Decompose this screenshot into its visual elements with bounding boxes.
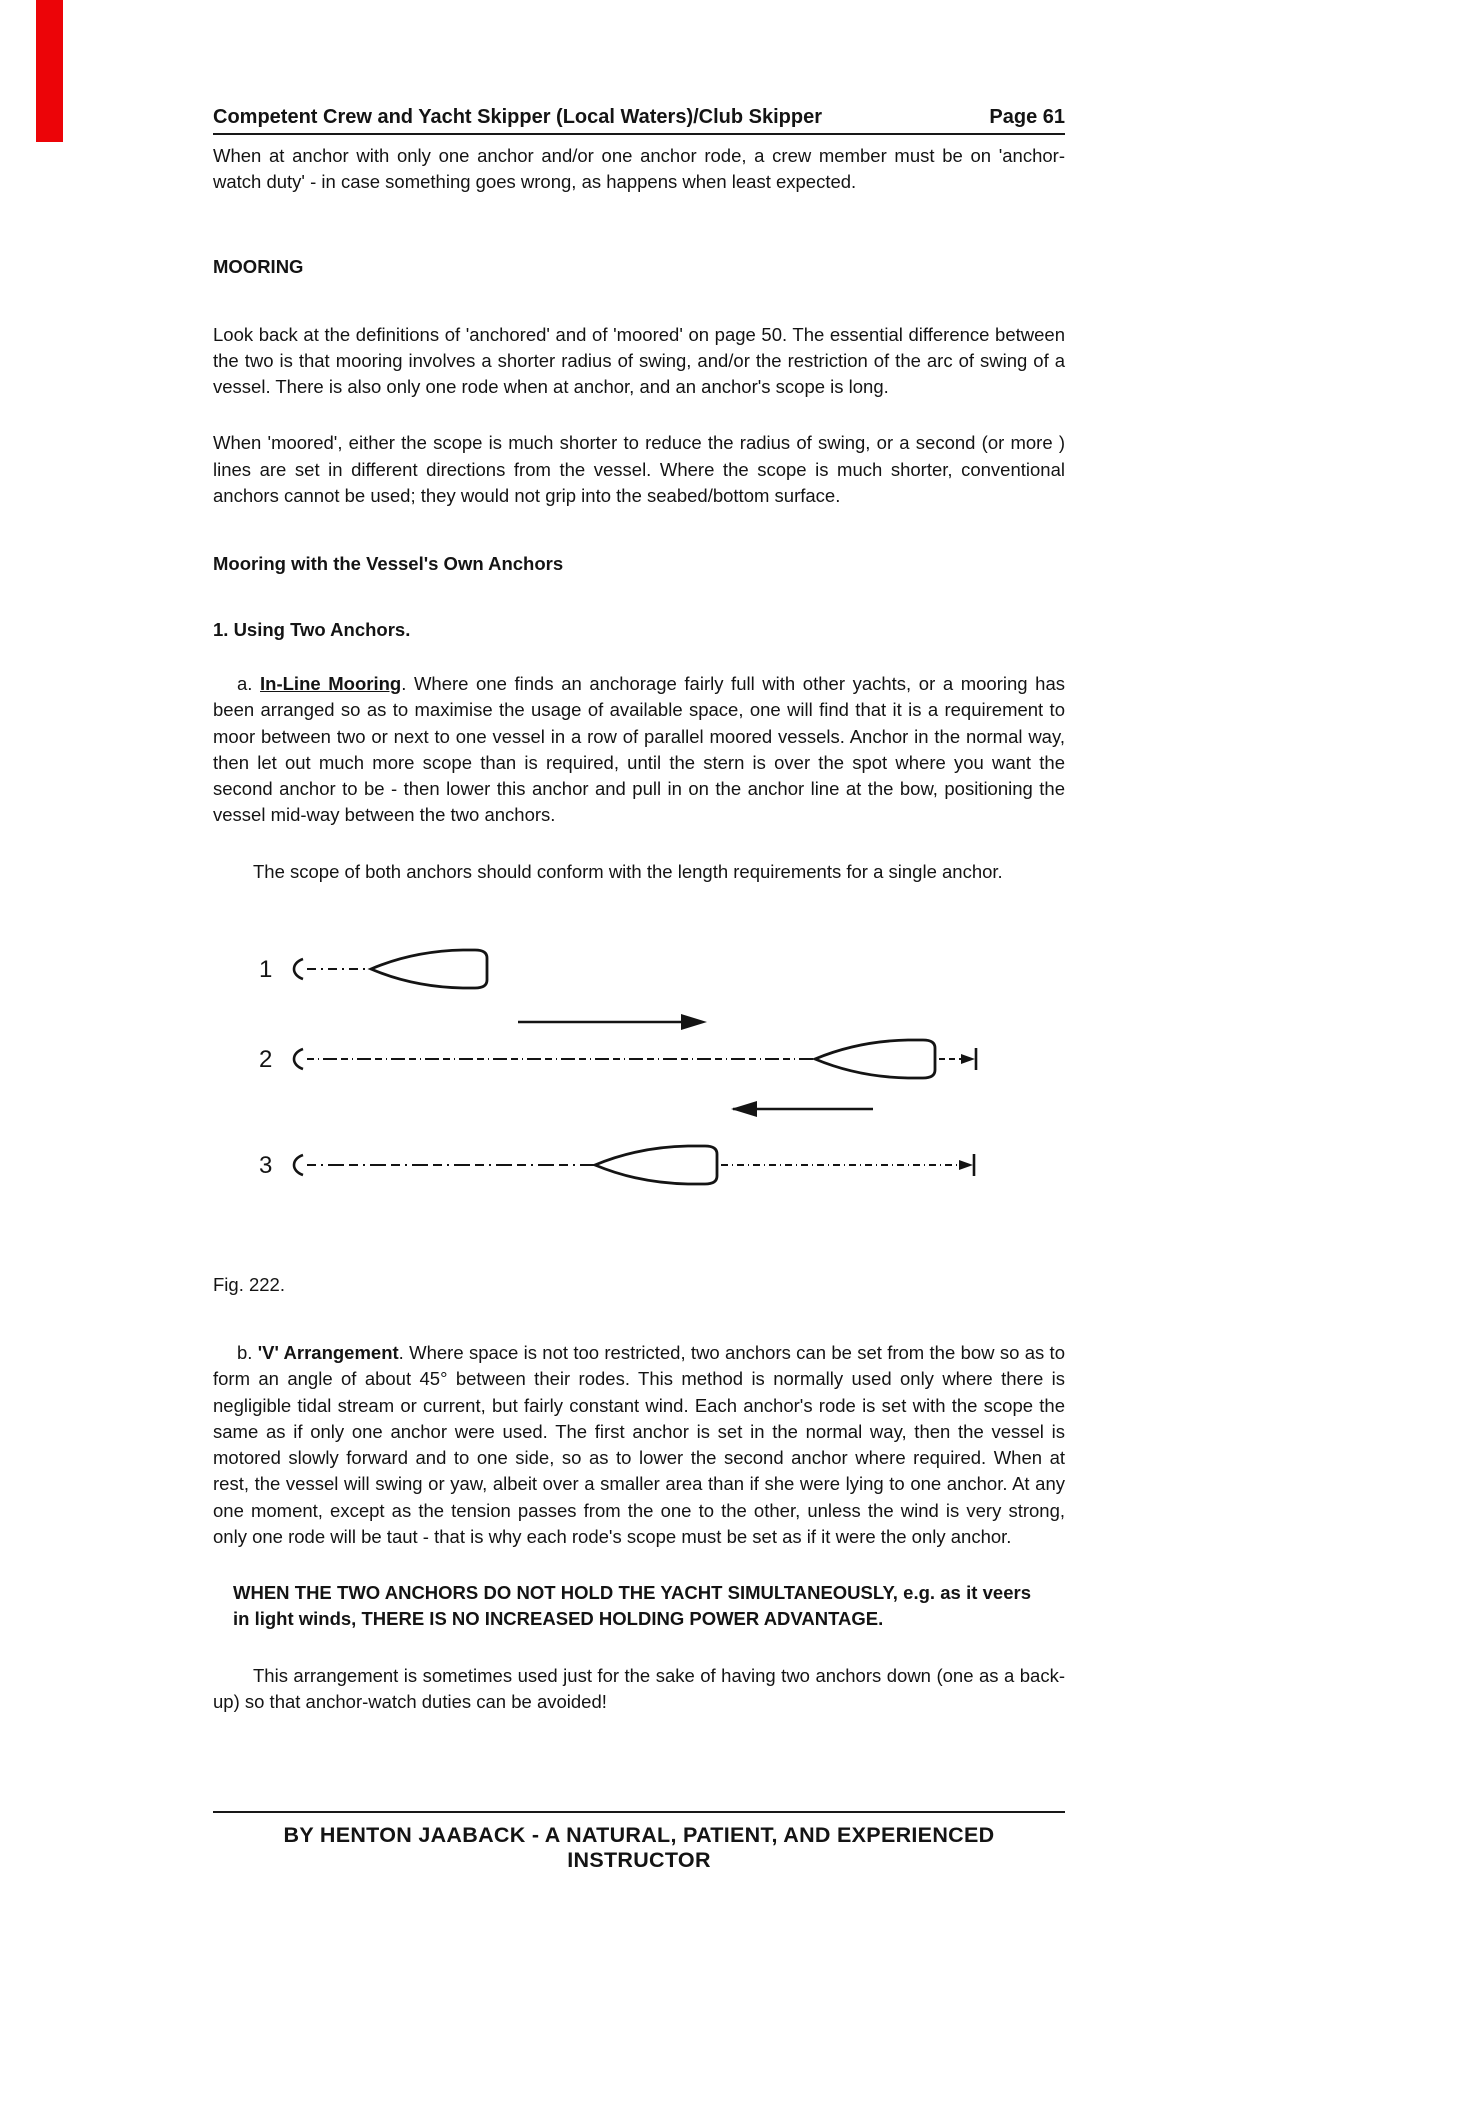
v-arrangement-body: . Where space is not too restricted, two anchors can be set from the bow so as to form an angle of about 45° between their rodes. This method is normally used only where there is negligible tidal stream or current, but fairly constant wind. Each anchor's rode is set with the scope the same as if only one anchor were used. The first anchor is set in the normal way, then the vessel is motored slowly forward and to one side, so as to lower the second anchor where required. When at rest, the vessel will swing or yaw, albeit over a smaller area than if she were lying to one anchor. At any one moment, except as the tension passes from the one to the other, unless the wind is very strong, only one rode will be taut - that is why each rode's scope must be set as if it were the only anchor.: [213, 1341, 1065, 1547]
boat-hull-1: [371, 950, 487, 988]
boat-hull-3: [595, 1146, 717, 1184]
document-page: [213, 106, 1065, 1873]
mooring-heading: MOORING: [213, 255, 304, 277]
mooring-diagram: [213, 937, 1065, 1222]
v-arrangement-paragraph: [213, 1340, 1065, 1550]
definitions-paragraph: Look back at the definitions of 'anchored' and of 'moored' on page 50. The essential difference between the two is that mooring involves a shorter radius of swing, and/or the restriction of the arc of swing of a vessel. There is also only one rode when at anchor, and an anchor's scope is long.: [213, 323, 1065, 398]
rode-3-end-arrowhead: [959, 1160, 973, 1170]
intro-paragraph: When at anchor with only one anchor and/or one anchor rode, a crew member must be on 'anchor-watch duty' - in case something goes wrong, as happens when least expected.: [213, 145, 1065, 193]
page-number: Page 61: [989, 106, 1065, 128]
anchor-hook-1: [294, 959, 303, 979]
anchor-hook-2: [294, 1049, 303, 1069]
moored-paragraph: When 'moored', either the scope is much shorter to reduce the radius of swing, or a second (or more ) lines are set in different directions from the vessel. Where the scope is much shorter, conventional anchors cannot be used; they would not grip into the seabed/bottom surface.: [213, 432, 1065, 506]
v-arrangement-title: 'V' Arrangement: [257, 1341, 399, 1363]
v-arrangement-letter: b.: [237, 1341, 258, 1363]
diagram-label-2: 2: [259, 1045, 273, 1073]
boat-hull-2: [815, 1040, 935, 1078]
direction-arrow-left-head: [731, 1101, 757, 1117]
warning-paragraph: WHEN THE TWO ANCHORS DO NOT HOLD THE YACHT SIMULTANEOUSLY, e.g. as it veers in light winds, THERE IS NO INCREASED HOLDING POWER ADVANTAGE.: [233, 1582, 1031, 1630]
scan-red-margin-mark: [36, 0, 63, 142]
figure-caption: Fig. 222.: [213, 1273, 285, 1295]
inline-mooring-paragraph: [213, 671, 1065, 829]
diagram-label-1: 1: [259, 955, 273, 983]
anchor-hook-3: [294, 1155, 303, 1175]
footer-byline: BY HENTON JAABACK - A NATURAL, PATIENT, AND EXPERIENCED INSTRUCTOR: [283, 1823, 995, 1873]
closing-paragraph: This arrangement is sometimes used just for the sake of having two anchors down (one as a back-up) so that anchor-watch duties can be avoided!: [213, 1664, 1065, 1712]
mooring-diagram-figure: [213, 937, 1073, 1217]
inline-mooring-letter: a.: [237, 673, 261, 695]
two-anchors-heading: 1. Using Two Anchors.: [213, 619, 411, 641]
direction-arrow-right-head: [681, 1014, 707, 1030]
scope-note: The scope of both anchors should conform with the length requirements for a single anchor.: [253, 860, 1003, 882]
own-anchors-heading: Mooring with the Vessel's Own Anchors: [213, 553, 564, 575]
inline-mooring-title: In-Line Mooring: [260, 673, 402, 695]
inline-mooring-body: . Where one finds an anchorage fairly full with other yachts, or a mooring has been arranged so as to maximise the usage of available space, one will find that it is a requirement to moor between two or next to one vessel in a row of parallel moored vessels. Anchor in the normal way, then let out much more scope than is required, until the stern is over the spot where you want the second anchor to be - then lower this anchor and pull in on the anchor line at the bow, positioning the vessel mid-way between the two anchors.: [213, 673, 1065, 826]
rode-2-end-arrowhead: [961, 1054, 975, 1064]
header-title: Competent Crew and Yacht Skipper (Local Waters)/Club Skipper: [213, 106, 823, 128]
footer: [213, 1811, 1065, 1873]
document-header: [213, 106, 1065, 135]
diagram-label-3: 3: [259, 1151, 273, 1179]
